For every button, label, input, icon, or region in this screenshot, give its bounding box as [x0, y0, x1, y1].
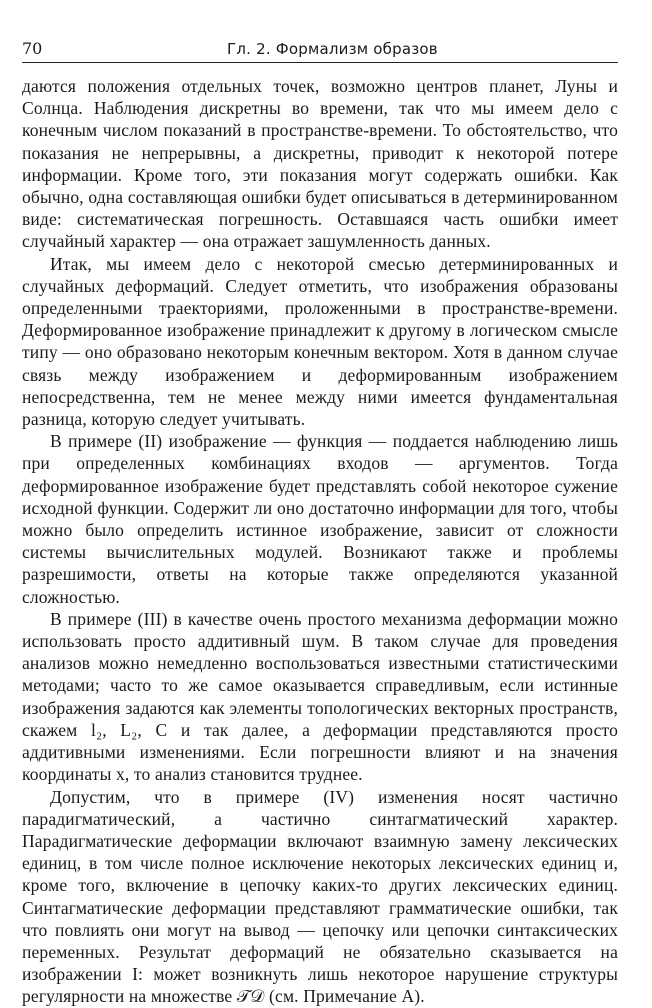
paragraph: В примере (II) изображение — функция — поддается наблюдению лишь при определенных комбинациях входов — аргументов. Тогда деформированное изображение будет представлять собой некоторое сужение исходной функции. Содержит ли оно достаточно информации для того, чтобы можно было определить истинное изображение, зависит от сложности системы вычислительных модулей. Возникают также и проблемы разрешимости, ответы на которые также определяются указанной сложностью.: [22, 431, 618, 607]
paragraph: В примере (III) в качестве очень простого механизма деформации можно использовать просто аддитивный шум. В таком случае для проведения анализов можно немедленно воспользоваться известными статистическими методами; часто то же самое оказывается справедливым, если истинные изображения задаются как элементы топологических векторных пространств, скажем l₂, L₂, C и так далее, а деформации представляются просто аддитивными изменениями. Если погрешности влияют и на значения координаты x, то анализ становится труднее.: [22, 608, 618, 785]
page-number: 70: [22, 39, 43, 58]
page-header: [22, 38, 618, 60]
running-title: Гл. 2. Формализм образов: [227, 40, 438, 58]
book-page: [22, 38, 618, 1008]
paragraph: Итак, мы имеем дело с некоторой смесью детерминированных и случайных деформаций. Следует отметить, что изображения образованы определенными траекториями, проложенными в пространстве-времени. Деформированное изображение принадлежит к другому в логическом смысле типу — оно образовано некоторым конечным вектором. Хотя в данном случае связь между изображением и деформированным изображением непосредственна, тем не менее между ними имеется фундаментальная разница, которую следует учитывать.: [22, 253, 618, 430]
body-text: [22, 75, 618, 1008]
paragraph-continuation: даются положения отдельных точек, возможно центров планет, Луны и Солнца. Наблюдения дискретны во времени, так что мы имеем дело с конечным числом показаний в пространстве-времени. То обстоятельство, что показания не непрерывны, а дискретны, приводит к некоторой потере информации. Кроме того, эти показания могут содержать ошибки. Как обычно, одна составляющая ошибки будет описываться в детерминированном виде: систематическая погрешность. Оставшаяся часть ошибки имеет случайный характер — она отражает зашумленность данных.: [22, 76, 618, 252]
paragraph: Допустим, что в примере (IV) изменения носят частично парадигматический, а частично синтагматический характер. Парадигматические деформации включают взаимную замену лексических единиц, в том числе полное исключение некоторых лексических единиц и, кроме того, включение в цепочку каких-то других лексических единиц. Синтагматические деформации представляют грамматические ошибки, так что повлиять они могут на вывод — цепочку или цепочки синтаксических переменных. Результат деформаций не обязательно сказывается на изображении I: может возникнуть лишь некоторое нарушение структуры регулярности на множестве 𝒯𝒟 (см. Примечание A).: [22, 786, 618, 1007]
header-rule: [22, 62, 618, 63]
